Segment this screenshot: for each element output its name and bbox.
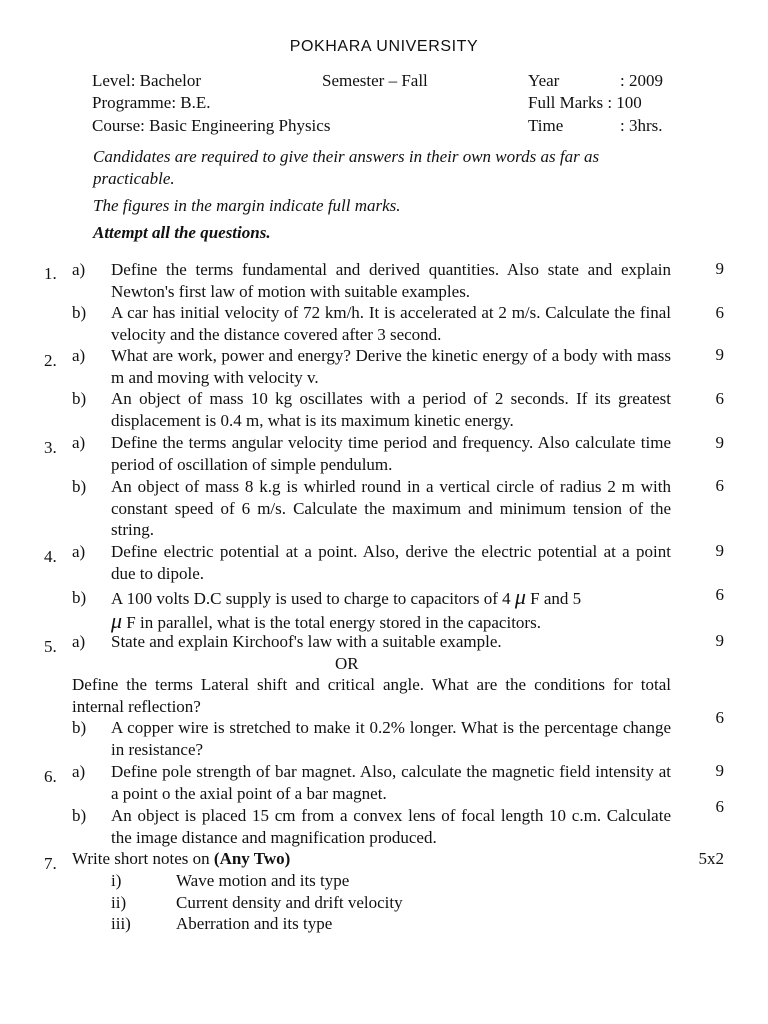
marks: 9	[715, 761, 724, 780]
question-number: 7.	[44, 854, 57, 873]
marks: 6	[715, 797, 724, 816]
part-label: a)	[72, 346, 86, 365]
question-text: A car has initial velocity of 72 km/h. It is accelerated at 2 m/s. Calculate the final velocity and the distance covered after 3 second.	[111, 303, 671, 344]
instruction-answers: Candidates are required to give their answers in their own words as far as practicable.	[93, 147, 600, 188]
item-text: Aberration and its type	[176, 914, 333, 933]
marks: 6	[715, 476, 724, 495]
question-text: An object of mass 8 k.g is whirled round in a vertical circle of radius 2 m with constant speed of 6 m/s. Calculate the maximum and minimum tension of the string.	[111, 477, 671, 540]
question-text: Define pole strength of bar magnet. Also, calculate the magnetic field intensity at a point o the axial point of a bar magnet.	[111, 762, 671, 803]
item-text: Wave motion and its type	[176, 871, 350, 890]
marks: 6	[715, 585, 724, 604]
marks: 6	[715, 708, 724, 727]
question-text: Define the terms fundamental and derived quantities. Also state and explain Newton's first law of motion with suitable examples.	[111, 260, 671, 301]
question-text: An object of mass 10 kg oscillates with a period of 2 seconds. If its greatest displacement is 0.4 m, what is its maximum kinetic energy.	[111, 389, 671, 430]
part-label: b)	[72, 303, 87, 322]
question-text-start: A 100 volts D.C supply is used to charge to capacitors of 4	[111, 589, 511, 608]
marks: 9	[715, 345, 724, 364]
question-text: A copper wire is stretched to make it 0.2% longer. What is the percentage change in resistance?	[111, 718, 671, 759]
part-label: b)	[72, 718, 87, 737]
question-text	[72, 849, 290, 869]
marks: 9	[715, 433, 724, 452]
question-text: State and explain Kirchoof's law with a suitable example.	[111, 632, 502, 651]
part-label: a)	[72, 542, 86, 561]
or-separator: OR	[335, 654, 359, 673]
part-label: a)	[72, 762, 86, 781]
short-notes-text: Write short notes on	[72, 849, 210, 868]
item-label: i)	[111, 871, 122, 890]
time-value: : 3hrs.	[620, 116, 663, 135]
university-title: POKHARA UNIVERSITY	[289, 38, 479, 55]
question-text: An object is placed 15 cm from a convex lens of focal length 10 c.m. Calculate the image distance and magnification produced.	[111, 806, 671, 847]
question-text: Define the terms Lateral shift and critical angle. What are the conditions for total internal reflection?	[72, 675, 671, 716]
question-number: 5.	[44, 637, 57, 656]
part-label: a)	[72, 433, 86, 452]
course: Course: Basic Engineering Physics	[92, 116, 331, 135]
marks: 9	[715, 541, 724, 560]
question-number: 2.	[44, 351, 57, 370]
item-label: iii)	[111, 914, 131, 933]
item-label: ii)	[111, 893, 127, 912]
part-label: a)	[72, 632, 86, 651]
year-value: : 2009	[620, 71, 663, 90]
marks: 6	[715, 389, 724, 408]
time-label: Time	[528, 116, 564, 135]
marks: 6	[715, 303, 724, 322]
marks: 5x2	[698, 849, 724, 868]
item-text: Current density and drift velocity	[176, 893, 403, 912]
question-text-end: F in parallel, what is the total energy stored in the capacitors.	[126, 612, 541, 632]
programme: Programme: B.E.	[92, 93, 211, 112]
marks: 9	[715, 259, 724, 278]
mu-symbol: μ	[514, 584, 526, 609]
question-text-mid: F and 5	[530, 589, 582, 608]
part-label: b)	[72, 389, 87, 408]
question-text	[111, 586, 671, 633]
instruction-attempt: Attempt all the questions.	[93, 223, 271, 242]
year-label: Year	[528, 71, 560, 90]
question-number: 6.	[44, 767, 57, 786]
instruction-marks: The figures in the margin indicate full marks.	[93, 196, 401, 215]
question-text: Define electric potential at a point. Also, derive the electric potential at a point due to dipole.	[111, 542, 671, 583]
semester: Semester – Fall	[322, 71, 428, 90]
full-marks: Full Marks : 100	[528, 93, 642, 112]
question-number: 4.	[44, 547, 57, 566]
question-text: Define the terms angular velocity time period and frequency. Also calculate time period of oscillation of simple pendulum.	[111, 433, 671, 474]
part-label: a)	[72, 260, 86, 279]
question-number: 1.	[44, 264, 57, 283]
part-label: b)	[72, 588, 87, 607]
part-label: b)	[72, 806, 87, 825]
mu-symbol: μ	[111, 607, 123, 633]
question-text: What are work, power and energy? Derive the kinetic energy of a body with mass m and moving with velocity v.	[111, 346, 671, 387]
part-label: b)	[72, 477, 87, 496]
level: Level: Bachelor	[92, 71, 202, 90]
question-number: 3.	[44, 438, 57, 457]
marks: 9	[715, 631, 724, 650]
any-two: (Any Two)	[213, 849, 291, 868]
